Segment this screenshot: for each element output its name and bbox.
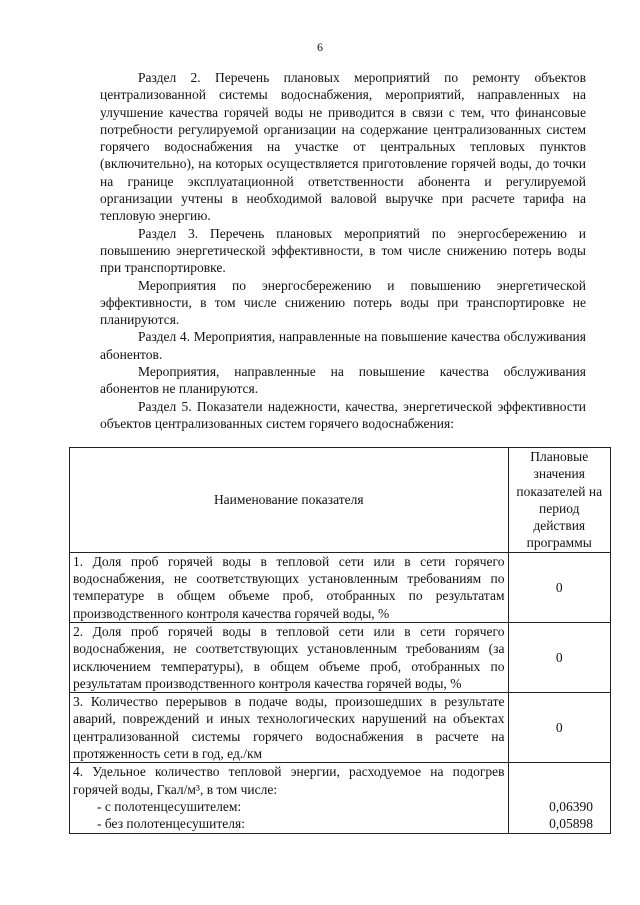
table-row — [70, 622, 611, 692]
page-number: 6 — [317, 40, 323, 54]
indicator-values-heat-energy — [508, 763, 611, 833]
sub-item-value: 0,05898 — [549, 816, 593, 832]
paragraph-energy-measures: Мероприятия по энергосбережению и повышению энергетической эффективности, в том числе снижению потерь воды при транспортировке не планируются. — [100, 277, 586, 328]
sub-item-label: - с полотенцесушителем: — [97, 798, 242, 814]
indicator-name-text: 4. Удельное количество тепловой энергии, расходуемое на подогрев горячей воды, Гкал/м³, в том числе: — [73, 764, 505, 797]
paragraph-section-5: Раздел 5. Показатели надежности, качества, энергетической эффективности объектов централизованных систем горячего водоснабжения: — [100, 398, 586, 431]
header-planned-values: Плановые значения показателей на период действия программы — [508, 448, 611, 553]
table-row — [70, 693, 611, 763]
body-text — [100, 69, 586, 432]
table-header-row — [70, 448, 611, 553]
indicator-name: 2. Доля проб горячей воды в тепловой сети или в сети горячего водоснабжения, не соответствующих установленным требованиям (за исключением температуры), в общем объеме проб, отобранных по результатам производственного контроля качества горячей воды, % — [70, 622, 509, 692]
table-row — [70, 552, 611, 622]
paragraph-section-4: Раздел 4. Мероприятия, направленные на повышение качества обслуживания абонентов. — [100, 329, 586, 362]
header-indicator-name: Наименование показателя — [70, 448, 509, 553]
sub-item-value: 0,06390 — [549, 798, 593, 814]
indicator-value: 0 — [508, 693, 611, 763]
sub-item-without-towel-dryer — [73, 815, 505, 832]
sub-item-label: - без полотенцесушителя: — [97, 816, 245, 832]
indicators-table — [69, 447, 611, 834]
paragraph-section-3: Раздел 3. Перечень плановых мероприятий по энергосбережению и повышению энергетической эффективности, в том числе снижению потерь воды при транспортировке. — [100, 225, 586, 276]
paragraph-section-2: Раздел 2. Перечень плановых мероприятий по ремонту объектов централизованной системы водоснабжения, мероприятий, направленных на улучшение качества горячей воды не приводится в связи с тем, что финансовые потребности регулируемой организации на содержание централизованных систем горячего водоснабжения на участке от центральных тепловых пунктов (включительно), на которых осуществляется приготовление горячей воды, до точки на границе эксплуатационной ответственности абонента и регулируемой организации учтены в необходимой валовой выручке при расчете тарифа на тепловую энергию. — [100, 70, 586, 224]
indicator-value: 0 — [508, 622, 611, 692]
indicator-value: 0 — [508, 552, 611, 622]
paragraph-service-measures: Мероприятия, направленные на повышение качества обслуживания абонентов не планируются. — [100, 364, 586, 397]
indicator-name-heat-energy — [70, 763, 509, 833]
sub-item-with-towel-dryer — [73, 798, 505, 815]
table-row — [70, 763, 611, 833]
indicator-name: 1. Доля проб горячей воды в тепловой сети или в сети горячего водоснабжения, не соответствующих установленным требованиям по температуре в общем объеме проб, отобранных по результатам производственного контроля качества горячей воды, % — [70, 552, 509, 622]
indicator-name: 3. Количество перерывов в подаче воды, произошедших в результате аварий, повреждений и иных технологических нарушений на объектах централизованной системы горячего водоснабжения в расчете на протяженность сети в год, ед./км — [70, 693, 509, 763]
